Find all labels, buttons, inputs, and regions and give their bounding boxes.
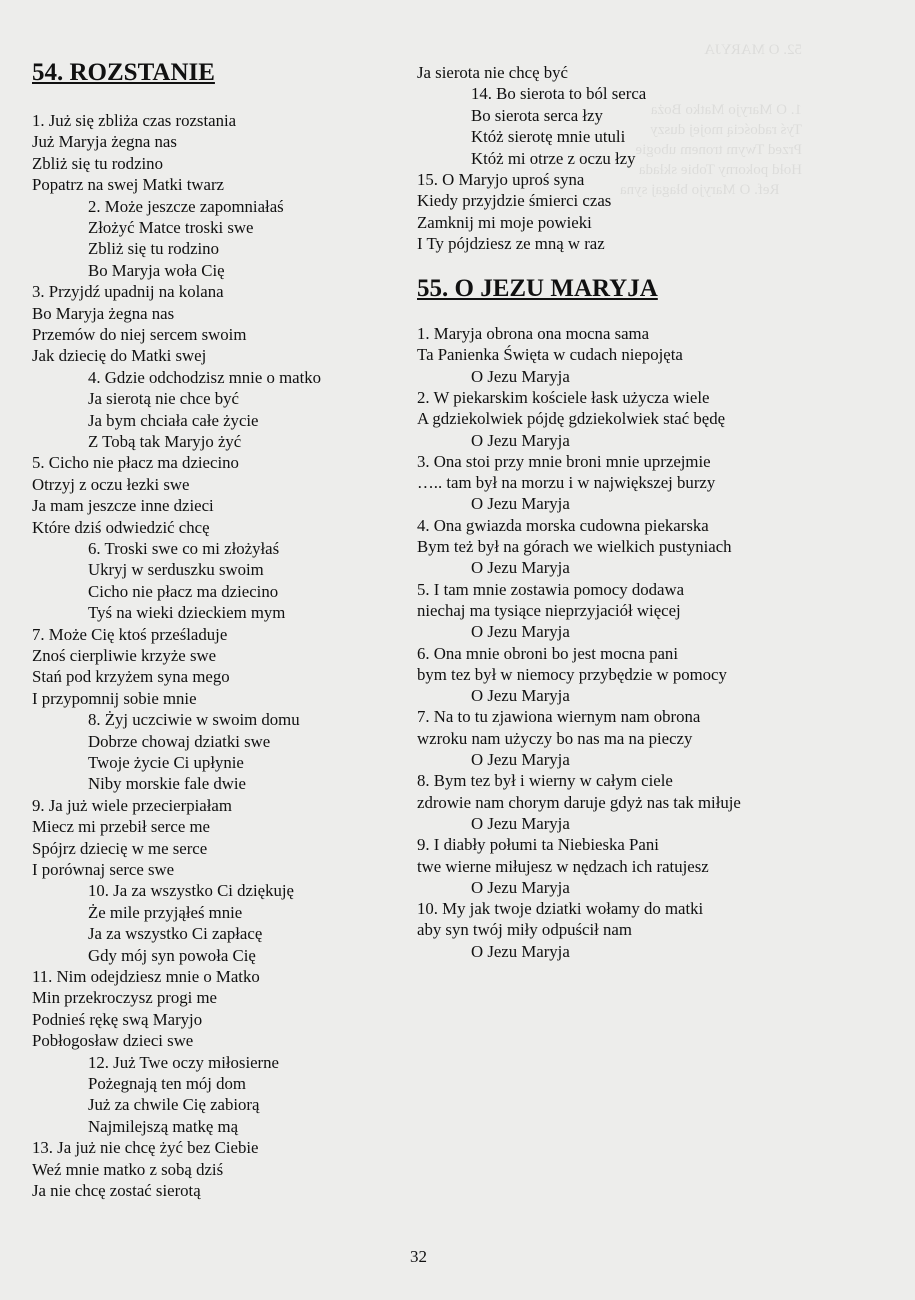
lyric-line: O Jezu Maryja	[471, 430, 570, 450]
lyric-line: 8. Bym tez był i wierny w całym ciele	[417, 771, 673, 791]
lyric-line: 5. I tam mnie zostawia pomocy dodawa	[417, 579, 685, 599]
lyric-line: Bo sierota serca łzy	[471, 105, 603, 125]
lyric-line: Złożyć Matce troski swe	[88, 218, 254, 237]
lyric-line: 2. W piekarskim kościele łask użycza wiele	[417, 387, 710, 407]
lyric-line: 1. Już się zbliża czas rozstania	[32, 111, 237, 130]
lyric-line: 13. Ja już nie chcę żyć bez Ciebie	[32, 1138, 259, 1158]
lyric-line: Przemów do niej sercem swoim	[32, 325, 247, 344]
lyric-line: Ta Panienka Święta w cudach niepojęta	[417, 345, 683, 365]
lyric-line: Twoje życie Ci upłynie	[88, 753, 244, 772]
lyric-line: 4. Ona gwiazda morska cudowna piekarska	[417, 515, 709, 535]
lyric-line: 10. Ja za wszystko Ci dziękuję	[88, 881, 294, 901]
lyric-line: O Jezu Maryja	[471, 366, 570, 386]
song-title-55: 55. O JEZU MARYJA	[417, 275, 658, 302]
lyric-line: Już Maryja żegna nas	[32, 132, 177, 152]
lyric-line: O Jezu Maryja	[471, 750, 570, 769]
lyric-line: Które dziś odwiedzić chcę	[32, 517, 210, 537]
lyric-line: 14. Bo sierota to ból serca	[471, 84, 647, 104]
lyric-line: Ja sierota nie chcę być	[417, 63, 568, 82]
lyric-line: I Ty pójdziesz ze mną w raz	[417, 234, 605, 254]
lyric-line: O Jezu Maryja	[471, 686, 570, 706]
lyric-line: 9. I diabły połumi ta Niebieska Pani	[417, 835, 659, 855]
lyric-line: Tyś na wieki dzieckiem mym	[88, 603, 286, 623]
lyric-line: Ukryj w serduszku swoim	[88, 560, 264, 580]
lyric-line: Któż sierotę mnie utuli	[471, 127, 626, 147]
lyric-line: Stań pod krzyżem syna mego	[32, 667, 230, 687]
lyric-line: Zbliż się tu rodzino	[88, 239, 219, 259]
lyric-line: Znoś cierpliwie krzyże swe	[32, 646, 217, 665]
lyric-line: Dobrze chowaj dziatki swe	[88, 731, 271, 751]
lyric-line: Zbliż się tu rodzino	[32, 153, 163, 173]
lyric-line: 6. Ona mnie obroni bo jest mocna pani	[417, 643, 678, 663]
lyric-line: O Jezu Maryja	[471, 877, 570, 897]
lyric-line: 9. Ja już wiele przecierpiałam	[32, 795, 232, 815]
lyric-line: Ja mam jeszcze inne dzieci	[32, 496, 214, 516]
lyric-line: O Jezu Maryja	[471, 813, 570, 833]
lyric-line: Zamknij mi moje powieki	[417, 212, 592, 232]
lyric-line: O Jezu Maryja	[471, 622, 570, 642]
lyric-line: 11. Nim odejdziesz mnie o Matko	[32, 967, 260, 986]
lyric-line: Już za chwile Cię zabiorą	[88, 1095, 260, 1115]
lyric-line: wzroku nam użyczy bo nas ma na pieczy	[417, 728, 693, 748]
lyric-line: Kiedy przyjdzie śmierci czas	[417, 191, 612, 211]
lyric-line: zdrowie nam chorym daruje gdyż nas tak miłuje	[417, 792, 741, 812]
lyric-line: Podnieś rękę swą Maryjo	[32, 1009, 203, 1029]
lyric-line: 3. Przyjdź upadnij na kolana	[32, 282, 224, 302]
bleed-through-text: 52. O MARYJA 1. O Maryjo Matko Boża Tyś radością mojej duszy Przed Twym tronem ubogie Hołd pokorny Tobie składa Ref. O Maryjo błagaj syna	[620, 42, 803, 198]
lyric-line: 3. Ona stoi przy mnie broni mnie uprzejmie	[417, 451, 711, 471]
lyric-line: 7. Na to tu zjawiona wiernym nam obrona	[417, 707, 701, 727]
lyric-line: aby syn twój miły odpuścił nam	[417, 920, 632, 940]
lyric-line: 15. O Maryjo uproś syna	[417, 170, 585, 189]
lyric-line: 1. Maryja obrona ona mocna sama	[417, 324, 650, 343]
lyric-line: Min przekroczysz progi me	[32, 988, 217, 1008]
lyric-line: Otrzyj z oczu łezki swe	[32, 474, 190, 494]
lyric-line: 5. Cicho nie płacz ma dziecino	[32, 453, 239, 473]
lyric-line: Cicho nie płacz ma dziecino	[88, 581, 279, 601]
lyric-line: 10. My jak twoje dziatki wołamy do matki	[417, 899, 704, 919]
lyric-line: Któż mi otrze z oczu łzy	[471, 148, 636, 168]
lyric-line: Jak dziecię do Matki swej	[32, 346, 207, 366]
lyric-line: bym tez był w niemocy przybędzie w pomocy	[417, 664, 727, 684]
lyric-line: 6. Troski swe co mi złożyłaś	[88, 539, 280, 558]
lyric-line: Pożegnają ten mój dom	[88, 1074, 246, 1093]
lyric-line: Najmilejszą matkę mą	[88, 1116, 239, 1136]
lyric-line: niechaj ma tysiące nieprzyjaciół więcej	[417, 600, 681, 620]
lyric-line: Ja za wszystko Ci zapłacę	[88, 924, 263, 944]
lyric-line: I przypomnij sobie mnie	[32, 688, 197, 708]
lyric-line: Popatrz na swej Matki twarz	[32, 175, 224, 195]
lyric-line: O Jezu Maryja	[471, 494, 570, 514]
lyric-line: A gdziekolwiek pójdę gdziekolwiek stać będę	[417, 409, 726, 429]
lyric-line: Miecz mi przebił serce me	[32, 817, 210, 837]
page-number: 32	[410, 1247, 427, 1266]
lyric-line: Ja sierotą nie chce być	[88, 389, 239, 409]
lyric-line: twe wierne miłujesz w nędzach ich ratujesz	[417, 856, 709, 876]
lyric-line: Gdy mój syn powoła Cię	[88, 945, 256, 965]
lyric-line: Ja nie chcę zostać sierotą	[32, 1181, 201, 1200]
lyric-line: O Jezu Maryja	[471, 558, 570, 578]
lyric-line: I porównaj serce swe	[32, 860, 175, 879]
lyric-line: Weź mnie matko z sobą dziś	[32, 1159, 224, 1179]
lyric-line: Spójrz dziecię w me serce	[32, 838, 208, 858]
lyric-line: ….. tam był na morzu i w największej burzy	[417, 473, 716, 493]
lyric-line: 8. Żyj uczciwie w swoim domu	[88, 710, 300, 730]
lyric-line: Ja bym chciała całe życie	[88, 410, 259, 430]
lyric-line: Bym też był na górach we wielkich pustyniach	[417, 537, 732, 556]
lyric-line: Niby morskie fale dwie	[88, 774, 246, 794]
lyric-line: Że mile przyjąłeś mnie	[88, 902, 243, 922]
lyric-line: Bo Maryja żegna nas	[32, 303, 175, 323]
lyric-line: 2. Może jeszcze zapomniałaś	[88, 196, 284, 216]
lyric-line: 4. Gdzie odchodzisz mnie o matko	[88, 367, 322, 387]
lyric-line: 7. Może Cię ktoś prześladuje	[32, 624, 228, 644]
lyric-line: Z Tobą tak Maryjo żyć	[88, 432, 242, 451]
song-title-54: 54. ROZSTANIE	[32, 59, 215, 86]
lyric-line: O Jezu Maryja	[471, 941, 570, 961]
lyric-line: Bo Maryja woła Cię	[88, 260, 225, 280]
lyric-line: 12. Już Twe oczy miłosierne	[88, 1052, 279, 1072]
lyric-line: Pobłogosław dzieci swe	[32, 1031, 194, 1051]
